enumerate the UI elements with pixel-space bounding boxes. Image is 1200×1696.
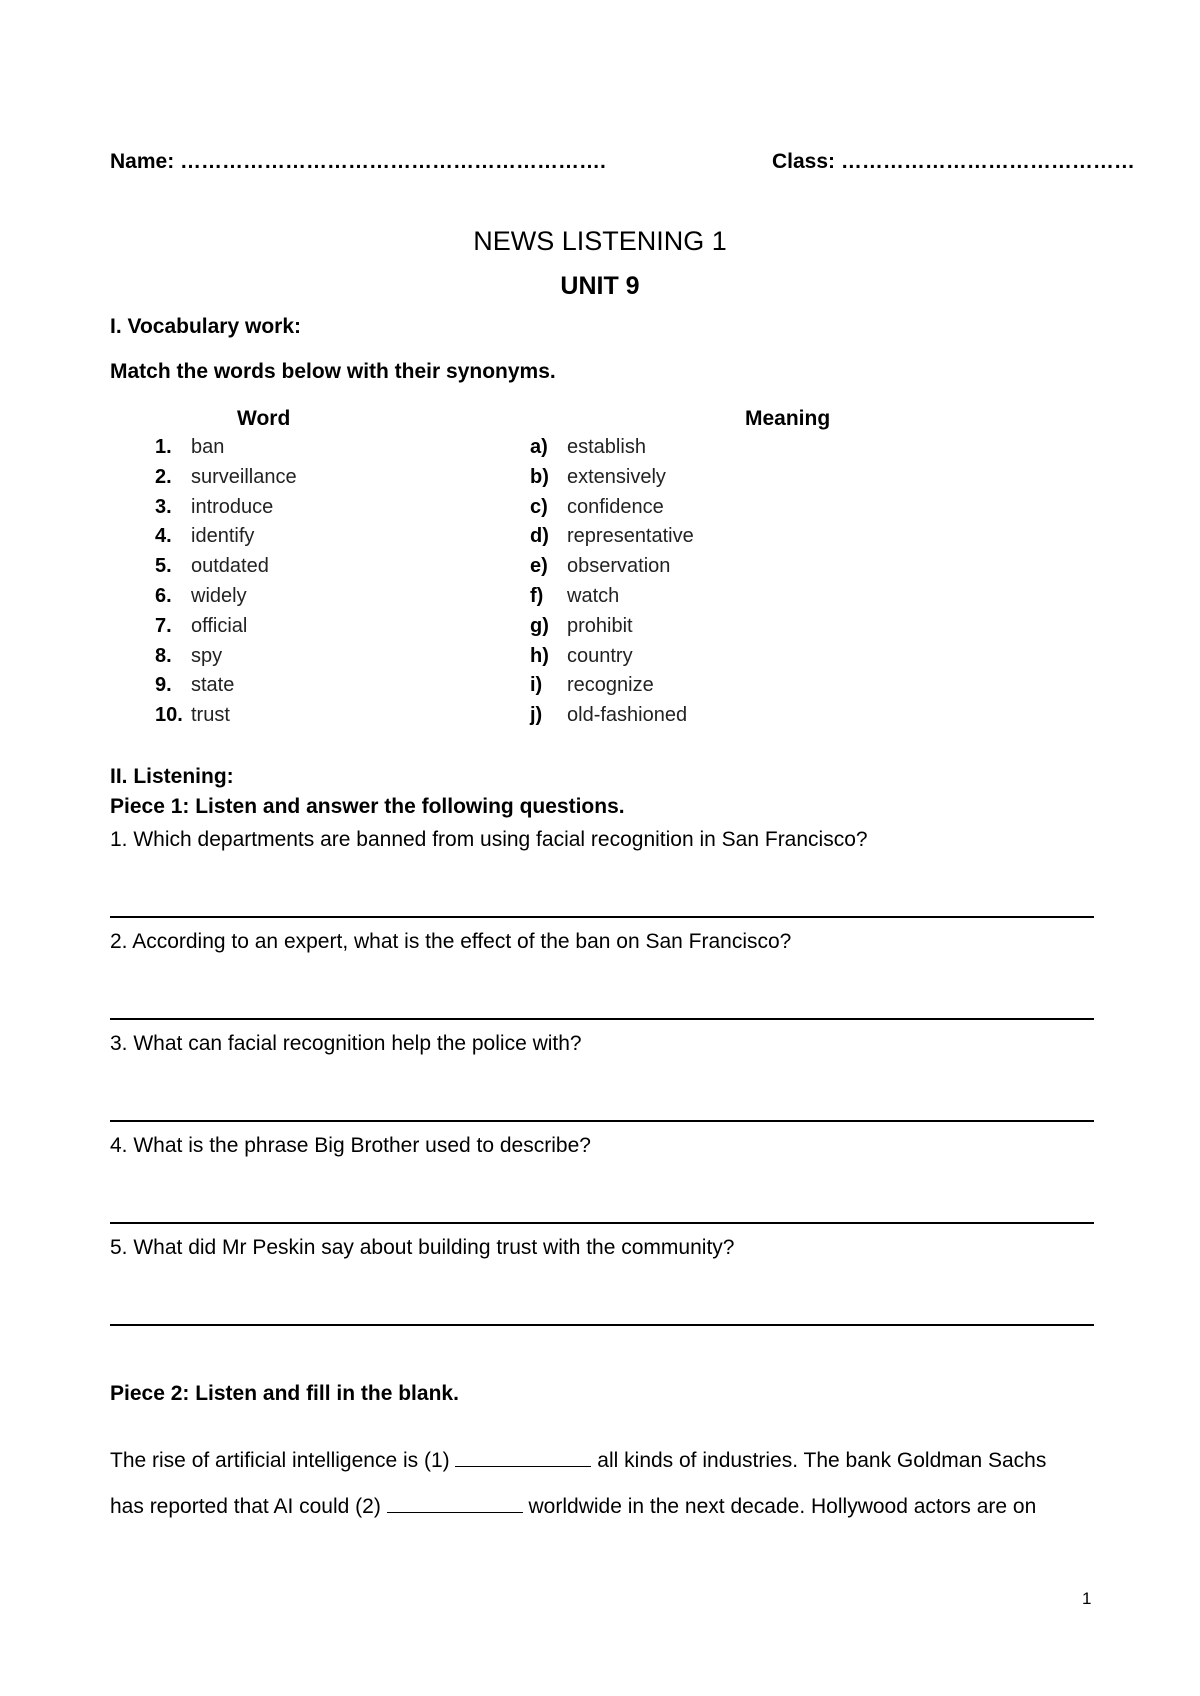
piece1-heading: Piece 1: Listen and answer the following questions.: [110, 795, 625, 818]
meaning-item: [530, 466, 666, 489]
meaning-letter: j): [530, 704, 543, 727]
name-field-label: Name: …………………………………………………….: [110, 150, 606, 173]
word-number: 2.: [155, 465, 172, 488]
meaning-item: [530, 525, 694, 548]
class-field-label: Class: ……………………………………: [772, 150, 1135, 173]
word-item: [155, 585, 247, 608]
word-text: ban: [191, 436, 225, 458]
word-text: official: [191, 614, 248, 637]
page-subtitle: UNIT 9: [560, 272, 640, 300]
section1-instruction: Match the words below with their synonyms.: [110, 360, 556, 383]
meaning-text: old-fashioned: [567, 704, 688, 727]
paragraph-text: worldwide in the next decade. Hollywood actors are on: [522, 1495, 1037, 1518]
word-number: 3.: [155, 495, 172, 518]
word-number: 8.: [155, 644, 172, 667]
meaning-letter: h): [530, 644, 549, 667]
meaning-item: [530, 645, 633, 668]
meaning-letter: a): [530, 436, 548, 458]
meaning-column-header: Meaning: [745, 407, 831, 430]
meaning-item: [530, 615, 633, 638]
meaning-item: [530, 674, 654, 697]
question-1: 1. Which departments are banned from using facial recognition in San Francisco?: [110, 828, 868, 851]
word-item: [155, 555, 269, 578]
meaning-item: [530, 436, 646, 459]
meaning-letter: d): [530, 525, 549, 548]
word-number: 9.: [155, 674, 172, 697]
word-item: [155, 525, 254, 548]
section1-heading: I. Vocabulary work:: [110, 315, 301, 338]
page-title: NEWS LISTENING 1: [473, 226, 727, 256]
meaning-letter: i): [530, 674, 543, 697]
meaning-letter: b): [530, 465, 549, 488]
meaning-text: prohibit: [567, 614, 633, 637]
meaning-text: country: [567, 644, 633, 667]
word-item: [155, 674, 234, 697]
fill-paragraph-line-2: [110, 1494, 1100, 1519]
word-text: spy: [191, 644, 223, 667]
question-4: 4. What is the phrase Big Brother used to describe?: [110, 1134, 591, 1157]
meaning-text: establish: [567, 436, 646, 458]
word-text: introduce: [191, 495, 274, 518]
blank-1[interactable]: [455, 1448, 591, 1467]
meaning-letter: e): [530, 555, 548, 578]
piece2-heading: Piece 2: Listen and fill in the blank.: [110, 1382, 459, 1405]
meaning-text: extensively: [567, 465, 666, 488]
word-text: state: [191, 674, 235, 697]
word-column-header: Word: [237, 407, 291, 430]
section2-heading: II. Listening:: [110, 765, 234, 788]
blank-2[interactable]: [387, 1494, 523, 1513]
word-number: 10.: [155, 704, 183, 727]
meaning-text: watch: [567, 585, 620, 607]
answer-line-4[interactable]: [110, 1222, 1094, 1224]
paragraph-text: all kinds of industries. The bank Goldman Sachs: [591, 1449, 1047, 1472]
word-item: [155, 496, 273, 519]
meaning-text: confidence: [567, 495, 664, 518]
word-item: [155, 704, 230, 727]
question-2: 2. According to an expert, what is the effect of the ban on San Francisco?: [110, 930, 792, 953]
meaning-text: recognize: [567, 674, 654, 697]
word-item: [155, 436, 224, 459]
word-number: 6.: [155, 585, 172, 607]
answer-line-5[interactable]: [110, 1324, 1094, 1326]
word-text: widely: [191, 585, 247, 607]
answer-line-1[interactable]: [110, 916, 1094, 918]
meaning-item: [530, 704, 687, 727]
meaning-letter: f): [530, 585, 544, 607]
meaning-text: observation: [567, 555, 671, 578]
word-number: 1.: [155, 436, 172, 458]
meaning-text: representative: [567, 525, 694, 548]
meaning-item: [530, 585, 619, 608]
meaning-item: [530, 496, 664, 519]
word-number: 4.: [155, 525, 172, 548]
paragraph-text: has reported that AI could (2): [110, 1495, 387, 1518]
paragraph-text: The rise of artificial intelligence is (1): [110, 1449, 456, 1472]
word-text: identify: [191, 525, 255, 548]
answer-line-3[interactable]: [110, 1120, 1094, 1122]
word-item: [155, 645, 222, 668]
word-text: trust: [191, 704, 230, 727]
question-3: 3. What can facial recognition help the police with?: [110, 1032, 582, 1055]
fill-paragraph-line-1: [110, 1448, 1100, 1473]
word-text: surveillance: [191, 465, 297, 488]
word-item: [155, 466, 297, 489]
word-item: [155, 615, 247, 638]
meaning-item: [530, 555, 670, 578]
page-number: 1: [1082, 1589, 1092, 1608]
answer-line-2[interactable]: [110, 1018, 1094, 1020]
meaning-letter: g): [530, 614, 549, 637]
word-text: outdated: [191, 555, 269, 578]
question-5: 5. What did Mr Peskin say about building trust with the community?: [110, 1236, 735, 1259]
word-number: 5.: [155, 555, 172, 578]
meaning-letter: c): [530, 495, 548, 518]
word-number: 7.: [155, 614, 172, 637]
